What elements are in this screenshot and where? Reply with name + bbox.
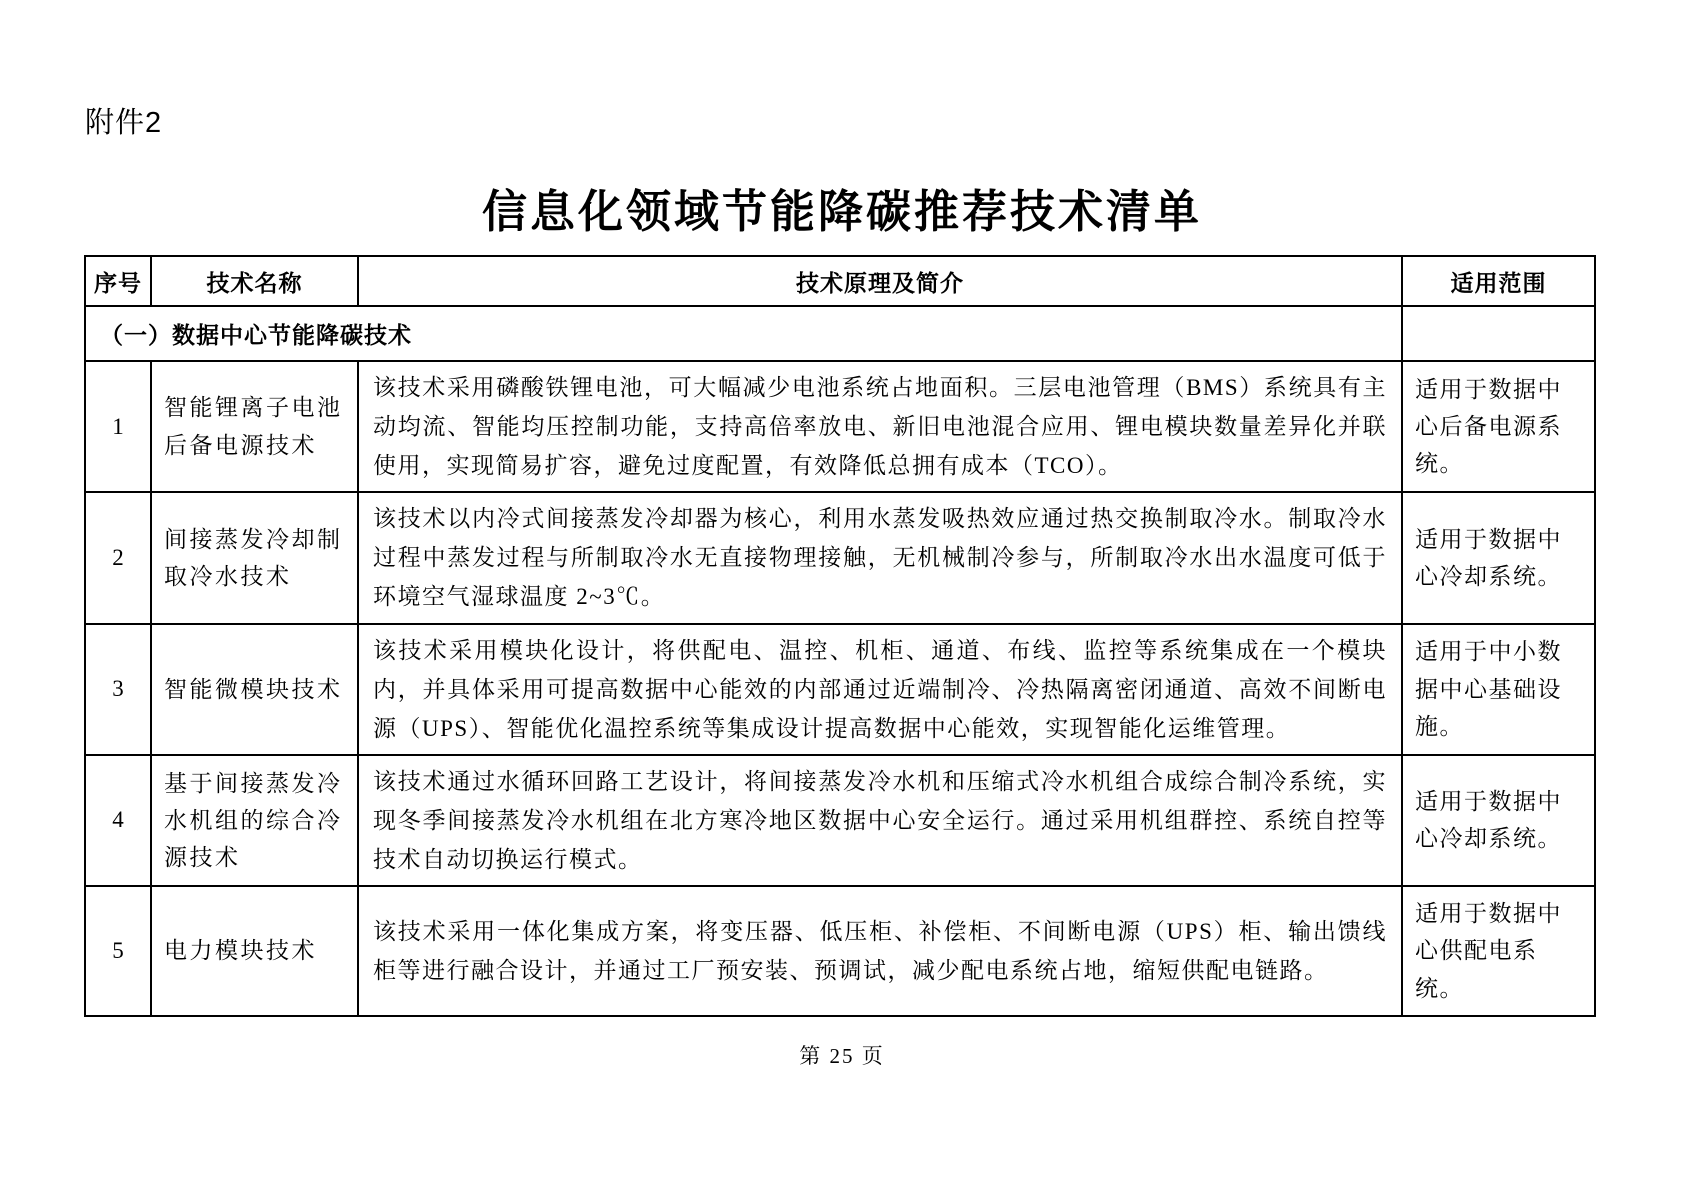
page-title: 信息化领域节能降碳推荐技术清单 — [481, 187, 1202, 237]
technology-description: 该技术通过水循环回路工艺设计，将间接蒸发冷水机和压缩式冷水机组合成综合制冷系统，实现冬季间接蒸发冷水机组在北方寒冷地区数据中心安全运行。通过采用机组群控、系统自控等技术自动切换运行模式。 — [358, 755, 1402, 886]
technology-description: 该技术以内冷式间接蒸发冷却器为核心，利用水蒸发吸热效应通过热交换制取冷水。制取冷水过程中蒸发过程与所制取冷水无直接物理接触，无机械制冷参与，所制取冷水出水温度可低于环境空气湿球温度 2~3℃。 — [358, 492, 1402, 623]
table-header-row — [85, 256, 1595, 306]
attachment-label: 附件2 — [85, 107, 163, 139]
table-row — [85, 624, 1595, 755]
technology-name: 智能微模块技术 — [151, 624, 358, 755]
column-header-scope: 适用范围 — [1402, 256, 1595, 306]
page-number: 第 25 页 — [799, 1044, 885, 1068]
technology-description: 该技术采用磷酸铁锂电池，可大幅减少电池系统占地面积。三层电池管理（BMS）系统具有主动均流、智能均压控制功能，支持高倍率放电、新旧电池混合应用、锂电模块数量差异化并联使用，实现简易扩容，避免过度配置，有效降低总拥有成本（TCO）。 — [358, 361, 1402, 492]
table-row — [85, 492, 1595, 623]
technology-scope: 适用于数据中心冷却系统。 — [1402, 755, 1595, 886]
technology-scope: 适用于数据中心供配电系统。 — [1402, 886, 1595, 1016]
technology-name: 基于间接蒸发冷水机组的综合冷源技术 — [151, 755, 358, 886]
column-header-serial: 序号 — [85, 256, 151, 306]
section-title: （一）数据中心节能降碳技术 — [85, 306, 1402, 361]
technology-name: 间接蒸发冷却制取冷水技术 — [151, 492, 358, 623]
technology-scope: 适用于数据中心冷却系统。 — [1402, 492, 1595, 623]
row-serial-number: 2 — [85, 492, 151, 623]
technology-description: 该技术采用一体化集成方案，将变压器、低压柜、补偿柜、不间断电源（UPS）柜、输出馈线柜等进行融合设计，并通过工厂预安装、预调试，减少配电系统占地，缩短供配电链路。 — [358, 886, 1402, 1016]
technology-table — [84, 255, 1596, 1017]
row-serial-number: 3 — [85, 624, 151, 755]
column-header-principle: 技术原理及简介 — [358, 256, 1402, 306]
technology-scope: 适用于数据中心后备电源系统。 — [1402, 361, 1595, 492]
table-row — [85, 755, 1595, 886]
technology-name: 电力模块技术 — [151, 886, 358, 1016]
section-scope-empty-cell — [1402, 306, 1595, 361]
table-row — [85, 361, 1595, 492]
column-header-technology-name: 技术名称 — [151, 256, 358, 306]
technology-scope: 适用于中小数据中心基础设施。 — [1402, 624, 1595, 755]
section-row — [85, 306, 1595, 361]
table-row — [85, 886, 1595, 1016]
technology-description: 该技术采用模块化设计，将供配电、温控、机柜、通道、布线、监控等系统集成在一个模块内，并具体采用可提高数据中心能效的内部通过近端制冷、冷热隔离密闭通道、高效不间断电源（UPS）、智能优化温控系统等集成设计提高数据中心能效，实现智能化运维管理。 — [358, 624, 1402, 755]
row-serial-number: 4 — [85, 755, 151, 886]
row-serial-number: 5 — [85, 886, 151, 1016]
row-serial-number: 1 — [85, 361, 151, 492]
technology-name: 智能锂离子电池后备电源技术 — [151, 361, 358, 492]
